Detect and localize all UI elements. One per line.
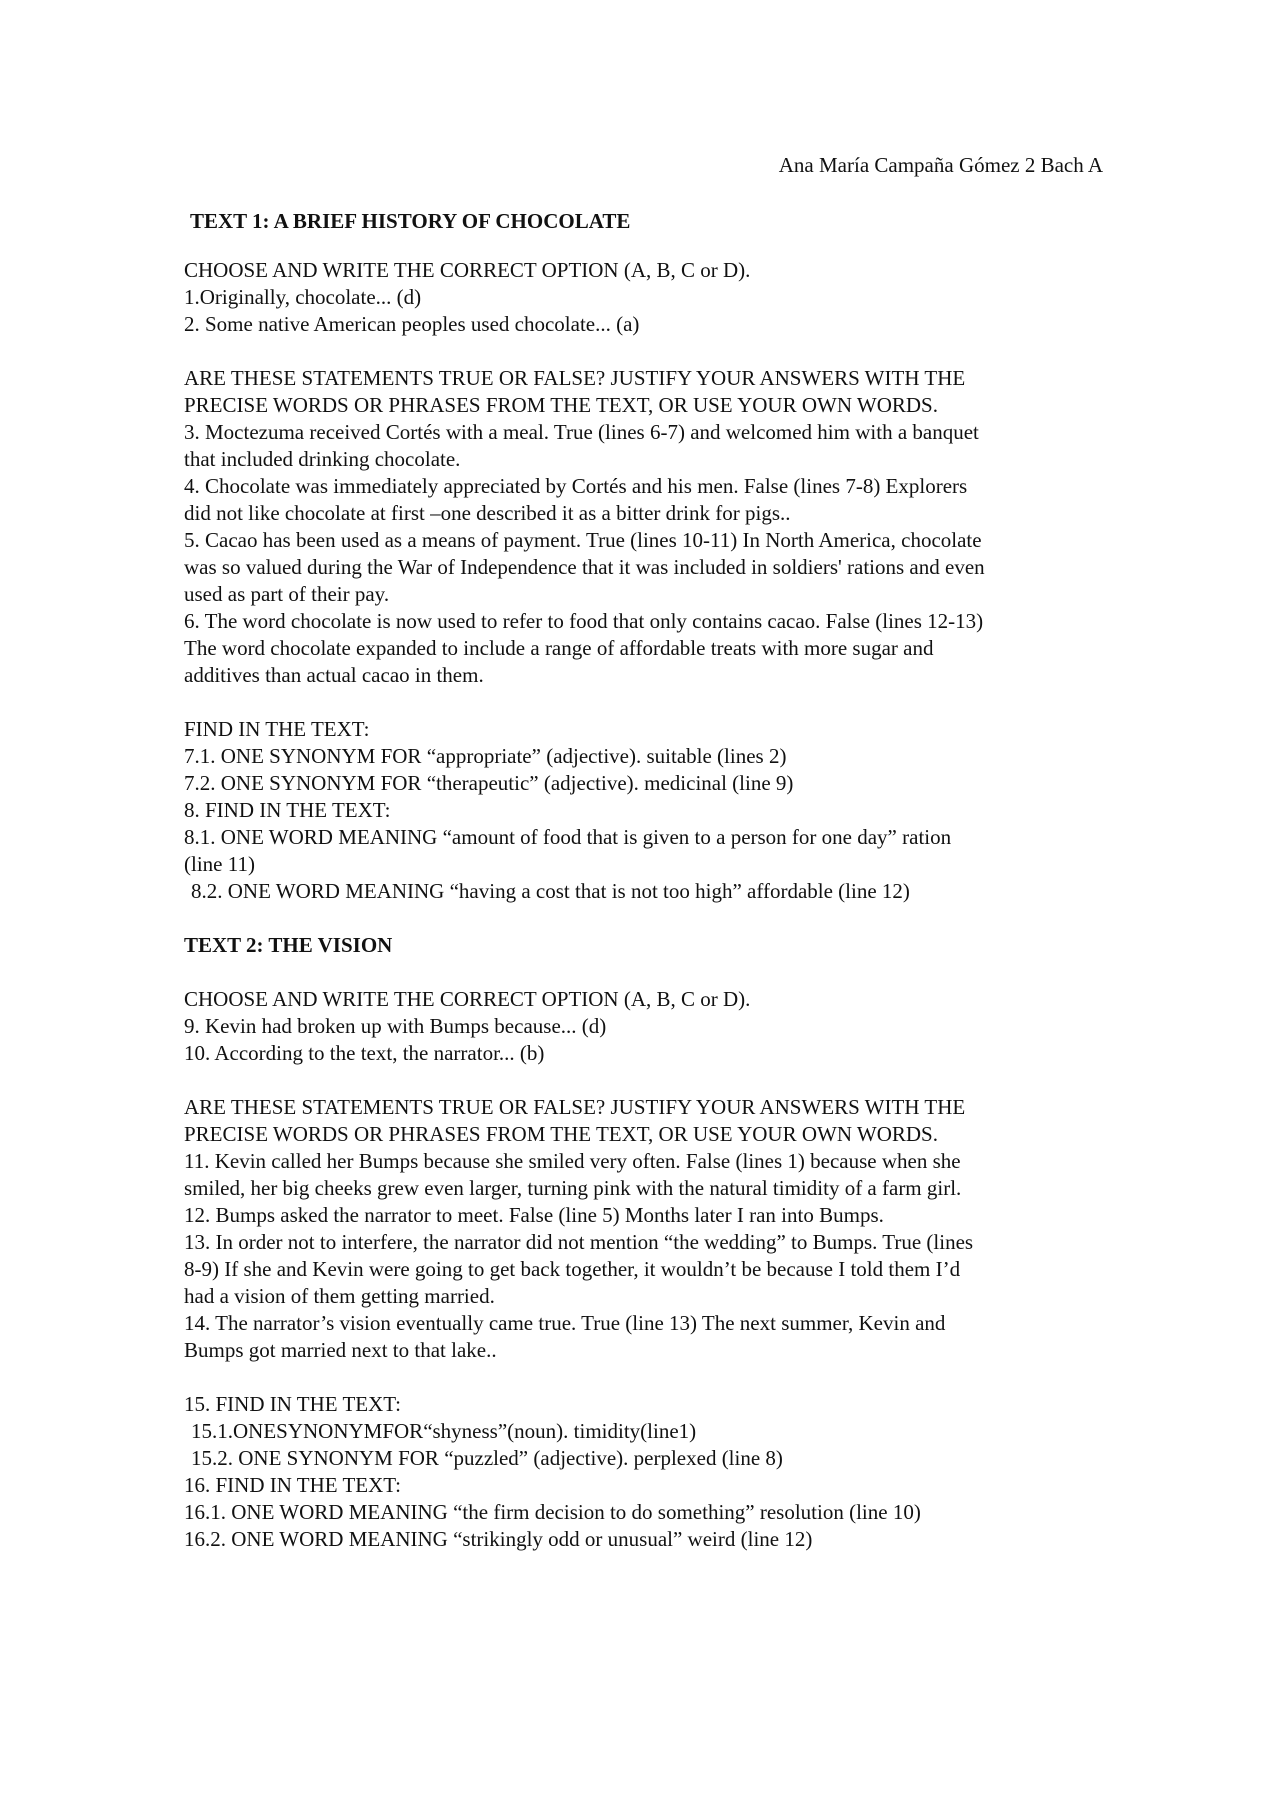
text2-choose-heading: CHOOSE AND WRITE THE CORRECT OPTION (A, B, C or D).: [184, 987, 751, 1011]
question-16-1: 16.1. ONE WORD MEANING “the firm decision to do something” resolution (line 10): [184, 1500, 921, 1524]
question-14-line2: Bumps got married next to that lake..: [184, 1338, 497, 1362]
question-7-1: 7.1. ONE SYNONYM FOR “appropriate” (adjective). suitable (lines 2): [184, 744, 787, 768]
question-16-2: 16.2. ONE WORD MEANING “strikingly odd or unusual” weird (line 12): [184, 1527, 813, 1551]
question-10: 10. According to the text, the narrator... (b): [184, 1041, 545, 1065]
question-13-line3: had a vision of them getting married.: [184, 1284, 495, 1308]
question-6-line3: additives than actual cacao in them.: [184, 663, 484, 687]
text2-tf-heading-line2: PRECISE WORDS OR PHRASES FROM THE TEXT, OR USE YOUR OWN WORDS.: [184, 1122, 938, 1146]
question-6-line2: The word chocolate expanded to include a range of affordable treats with more sugar and: [184, 636, 934, 660]
question-16-heading: 16. FIND IN THE TEXT:: [184, 1473, 401, 1497]
question-5-line1: 5. Cacao has been used as a means of payment. True (lines 10-11) In North America, chocolate: [184, 528, 982, 552]
question-12: 12. Bumps asked the narrator to meet. False (line 5) Months later I ran into Bumps.: [184, 1203, 884, 1227]
document-body: [184, 208, 1104, 1553]
question-7-2: 7.2. ONE SYNONYM FOR “therapeutic” (adjective). medicinal (line 9): [184, 771, 794, 795]
question-2: 2. Some native American peoples used chocolate... (a): [184, 312, 640, 336]
question-9: 9. Kevin had broken up with Bumps because... (d): [184, 1014, 607, 1038]
author-name: Ana María Campaña Gómez 2 Bach A: [778, 153, 1103, 177]
spacer: [184, 689, 1104, 716]
text2-tf-heading-line1: ARE THESE STATEMENTS TRUE OR FALSE? JUSTIFY YOUR ANSWERS WITH THE: [184, 1095, 966, 1119]
spacer: [184, 905, 1104, 932]
spacer: [184, 1067, 1104, 1094]
question-15-1: 15.1.ONESYNONYMFOR“shyness”(noun). timidity(line1): [191, 1419, 697, 1443]
question-8-1-line2: (line 11): [184, 852, 255, 876]
question-13-line2: 8-9) If she and Kevin were going to get back together, it wouldn’t be because I told them I’d: [184, 1257, 961, 1281]
text1-tf-heading-line1: ARE THESE STATEMENTS TRUE OR FALSE? JUSTIFY YOUR ANSWERS WITH THE: [184, 366, 966, 390]
question-4-line2: did not like chocolate at first –one described it as a bitter drink for pigs..: [184, 501, 791, 525]
spacer: [184, 1364, 1104, 1391]
text1-choose-heading: CHOOSE AND WRITE THE CORRECT OPTION (A, B, C or D).: [184, 258, 751, 282]
spacer: [184, 959, 1104, 986]
question-1: 1.Originally, chocolate... (d): [184, 285, 422, 309]
question-5-line2: was so valued during the War of Independence that it was included in soldiers' rations and even: [184, 555, 985, 579]
question-8-1-line1: 8.1. ONE WORD MEANING “amount of food that is given to a person for one day” ration: [184, 825, 952, 849]
question-15-heading: 15. FIND IN THE TEXT:: [184, 1392, 401, 1416]
question-6-line1: 6. The word chocolate is now used to refer to food that only contains cacao. False (lines 12-13): [184, 609, 984, 633]
question-15-2: 15.2. ONE SYNONYM FOR “puzzled” (adjective). perplexed (line 8): [191, 1446, 783, 1470]
text2-title: TEXT 2: THE VISION: [184, 933, 393, 957]
question-11-line2: smiled, her big cheeks grew even larger, turning pink with the natural timidity of a farm girl.: [184, 1176, 962, 1200]
question-3-line2: that included drinking chocolate.: [184, 447, 461, 471]
question-8-heading: 8. FIND IN THE TEXT:: [184, 798, 391, 822]
text1-tf-heading-line2: PRECISE WORDS OR PHRASES FROM THE TEXT, OR USE YOUR OWN WORDS.: [184, 393, 938, 417]
question-5-line3: used as part of their pay.: [184, 582, 390, 606]
spacer: [184, 338, 1104, 365]
question-3-line1: 3. Moctezuma received Cortés with a meal. True (lines 6-7) and welcomed him with a banquet: [184, 420, 979, 444]
question-11-line1: 11. Kevin called her Bumps because she smiled very often. False (lines 1) because when she: [184, 1149, 961, 1173]
question-13-line1: 13. In order not to interfere, the narrator did not mention “the wedding” to Bumps. True (lines: [184, 1230, 974, 1254]
question-4-line1: 4. Chocolate was immediately appreciated by Cortés and his men. False (lines 7-8) Explorers: [184, 474, 968, 498]
text1-find-heading: FIND IN THE TEXT:: [184, 717, 370, 741]
text1-title: TEXT 1: A BRIEF HISTORY OF CHOCOLATE: [190, 209, 631, 233]
question-14-line1: 14. The narrator’s vision eventually came true. True (line 13) The next summer, Kevin and: [184, 1311, 946, 1335]
question-8-2: 8.2. ONE WORD MEANING “having a cost that is not too high” affordable (line 12): [191, 879, 910, 903]
